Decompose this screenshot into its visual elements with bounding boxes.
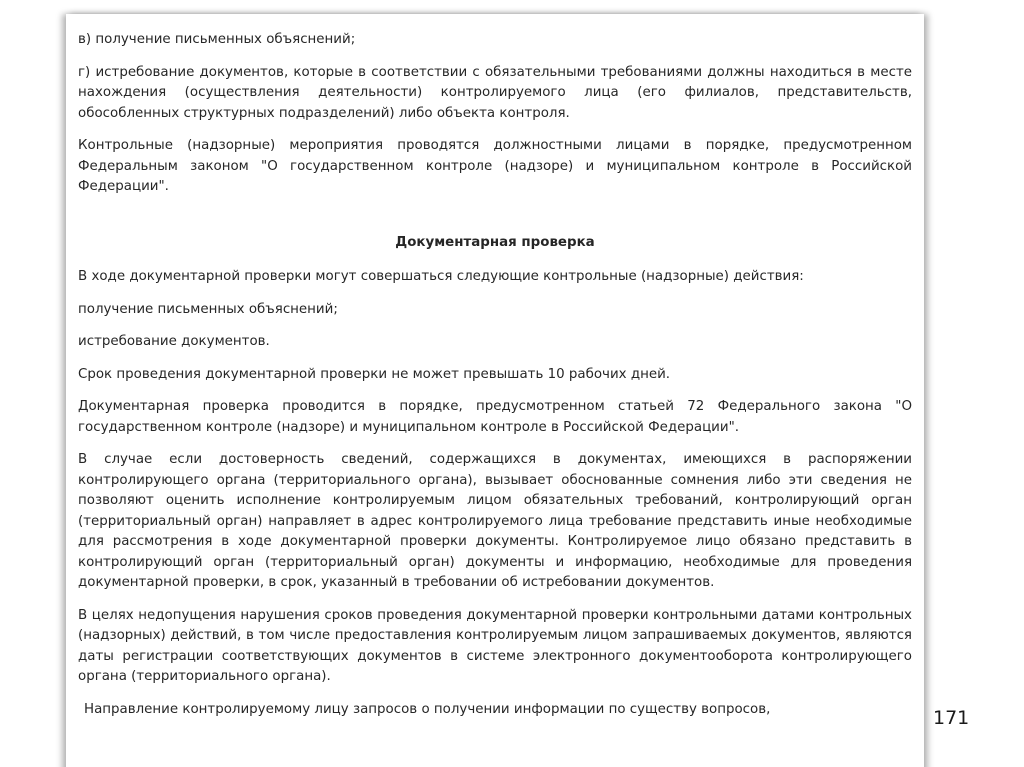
paragraph-explanations: получение письменных объяснений; [78,301,338,317]
paragraph-item-v: в) получение письменных объяснений; [78,32,356,47]
paragraph-deadlines: В целях недопущения нарушения сроков проведения документарной проверки контрольными датами контрольных (надзорных) действий, в том числе предоставления контролируемым лицом запрашиваемых документов, являются даты регистрации соответствующих документов в системе электронного документооборота контролирующего органа (территориального органа). [78,607,912,684]
paragraph-item-g: г) истребование документов, которые в соответствии с обязательными требованиями должны находиться в месте нахождения (осуществления деятельности) контролируемого лица (его филиалов, представительств, обособленных структурных подразделений) либо объекта контроля. [78,64,912,121]
paragraph-documents-request: истребование документов. [78,334,270,349]
paragraph-control-measures: Контрольные (надзорные) мероприятия проводятся должностными лицами в порядке, предусмотренном Федеральным законом "О государственном контроле (надзоре) и муниципальном контроле в Российской Федерации". [78,138,912,194]
slide-page-number: 171 [933,707,970,729]
document-page [66,14,924,767]
paragraph-term: Срок проведения документарной проверки не может превышать 10 рабочих дней. [78,366,671,382]
paragraph-requests-partial: Направление контролируемому лицу запросов о получении информации по существу вопросов, [84,701,771,717]
paragraph-procedure: Документарная проверка проводится в порядке, предусмотренном статьей 72 Федерального закона "О государственном контроле (надзоре) и муниципальном контроле в Российской Федерации". [78,399,912,435]
document-body [78,30,912,732]
section-heading: Документарная проверка [395,234,595,250]
paragraph-actions-intro: В ходе документарной проверки могут совершаться следующие контрольные (надзорные) действия: [78,269,804,284]
paragraph-reliability: В случае если достоверность сведений, содержащихся в документах, имеющихся в распоряжении контролирующего органа (территориального органа), вызывает обоснованные сомнения либо эти сведения не позволяют оценить исполнение контролируемым лицом обязательных требований, контролирующий орган (территориальный орган) направляет в адрес контролируемого лица требование представить иные необходимые для рассмотрения в ходе документарной проверки документы. Контролируемое лицо обязано представить в контролирующий орган (территориальный орган) документы и информацию, необходимые для проведения документарной проверки, в срок, указанный в требовании об истребовании документов. [78,452,912,590]
